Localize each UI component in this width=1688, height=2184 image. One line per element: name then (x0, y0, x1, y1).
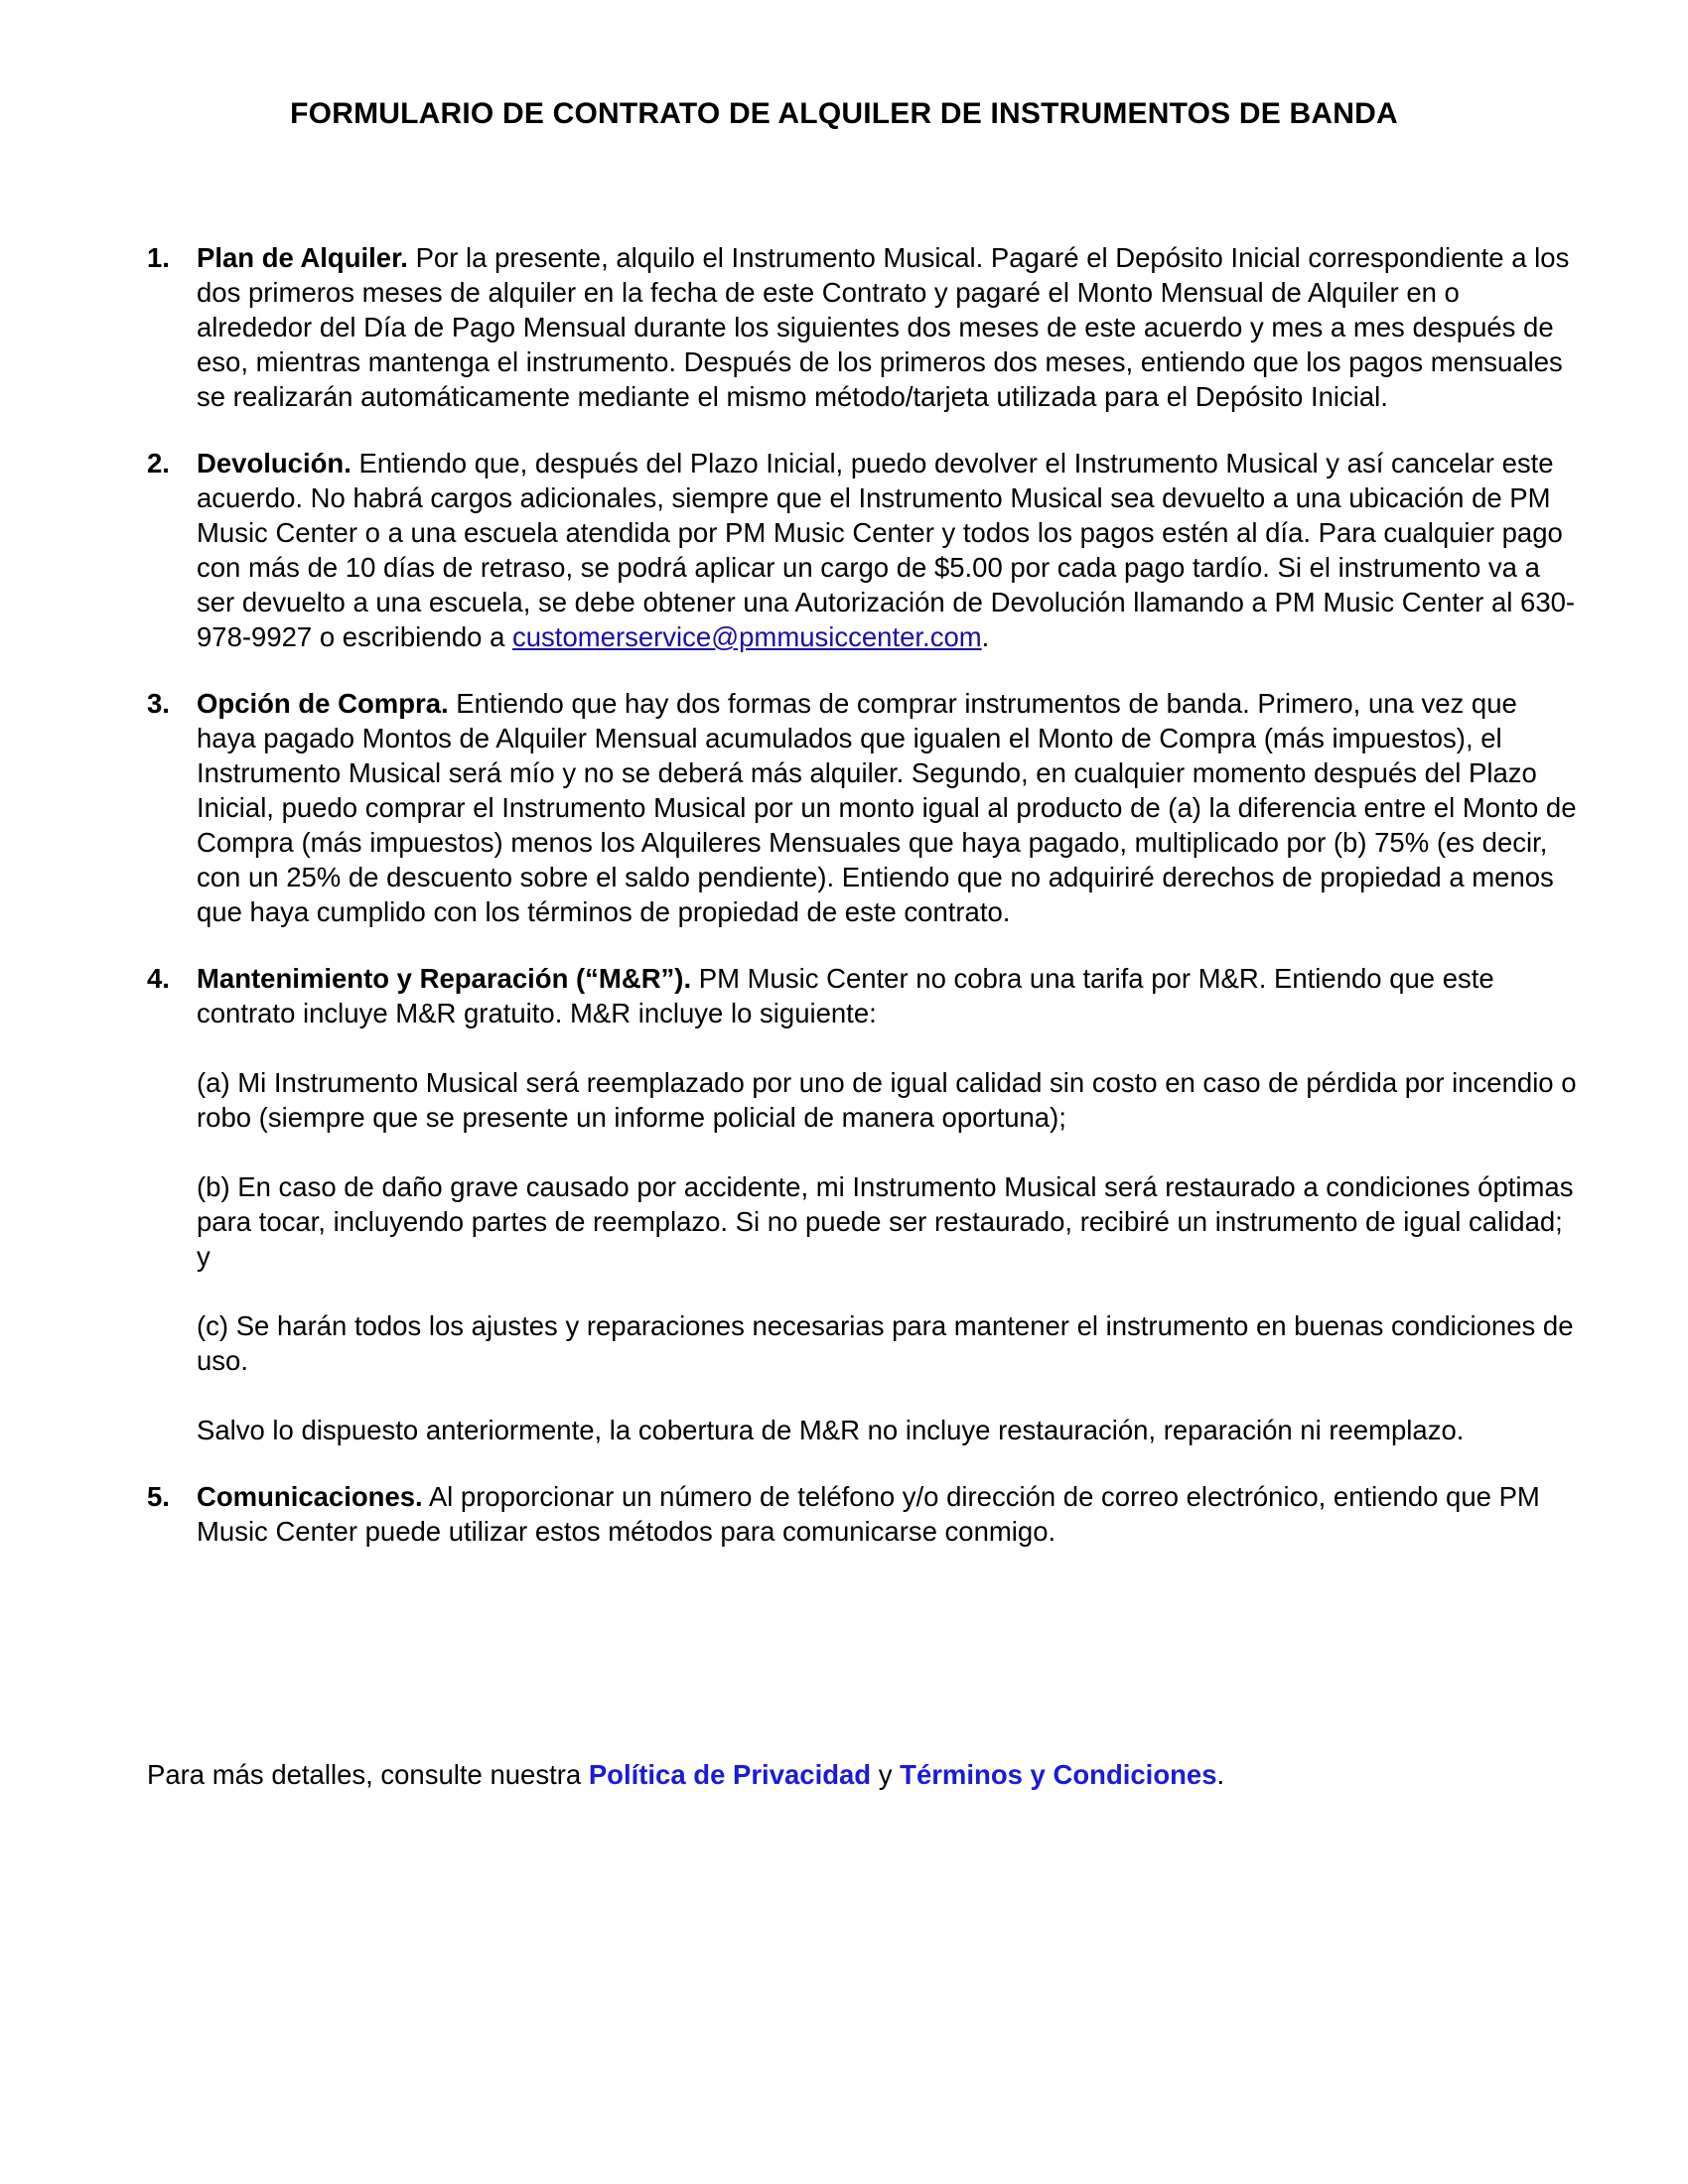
clause-item-b: (b) En caso de daño grave causado por accidente, mi Instrumento Musical será restaurado a condiciones óptimas para tocar, incluyendo partes de reemplazo. Si no puede ser restaurado, recibiré un instrumento de igual calidad; y (197, 1171, 1574, 1272)
clause-body: Entiendo que, después del Plazo Inicial, puedo devolver el Instrumento Musical y así cancelar este acuerdo. No habrá cargos adicionales, siempre que el Instrumento Musical sea devuelto a una ubicación de PM Music Center o a una escuela atendida por PM Music Center y todos los pagos estén al día. Para cualquier pago con más de 10 días de retraso, se podrá aplicar un cargo de $5.00 por cada pago tardío. Si el instrumento va a ser devuelto a una escuela, se debe obtener una Autorización de Devolución llamando a PM Music Center al 630-978-9927 o escribiendo a (197, 448, 1576, 652)
clause-number: 3. (147, 688, 170, 719)
clause-communications (147, 1479, 1582, 1549)
clause-number: 5. (147, 1481, 170, 1512)
footer-note (147, 1757, 1224, 1792)
clause-heading: Devolución. (197, 448, 352, 478)
footer-suffix: . (1216, 1759, 1225, 1790)
clause-return (147, 446, 1582, 654)
clause-text (197, 961, 1582, 1030)
clause-item-c: (c) Se harán todos los ajustes y reparaciones necesarias para mantener el instrumento en buenas condiciones de uso. (197, 1310, 1574, 1376)
clause-number: 4. (147, 963, 170, 994)
clause-purchase-option (147, 686, 1582, 929)
clause-item-a: (a) Mi Instrumento Musical será reemplazado por uno de igual calidad sin costo en caso de pérdida por incendio o robo (siempre que se presente un informe policial de manera oportuna); (197, 1067, 1577, 1133)
clause-text (197, 686, 1582, 929)
terms-conditions-link[interactable]: Términos y Condiciones (900, 1759, 1217, 1790)
clause-body: Entiendo que hay dos formas de comprar instrumentos de banda. Primero, una vez que haya pagado Montos de Alquiler Mensual acumulados que igualen el Monto de Compra (más impuestos), el Instrumento Musical será mío y no se deberá más alquiler. Segundo, en cualquier momento después del Plazo Inicial, puedo comprar el Instrumento Musical por un monto igual al producto de (a) la diferencia entre el Monto de Compra (más impuestos) menos los Alquileres Mensuales que haya pagado, multiplicado por (b) 75% (es decir, con un 25% de descuento sobre el saldo pendiente). Entiendo que no adquiriré derechos de propiedad a menos que haya cumplido con los términos de propiedad de este contrato. (197, 688, 1577, 927)
footer-conjunction: y (871, 1759, 901, 1790)
clause-number: 1. (147, 242, 170, 273)
clause-heading: Comunicaciones. (197, 1481, 423, 1512)
clause-text (197, 1479, 1582, 1549)
clause-body: Por la presente, alquilo el Instrumento Musical. Pagaré el Depósito Inicial correspondiente a los dos primeros meses de alquiler en la fecha de este Contrato y pagaré el Monto Mensual de Alquiler en o alrededor del Día de Pago Mensual durante los siguientes dos meses de este acuerdo y mes a mes después de eso, mientras mantenga el instrumento. Después de los primeros dos meses, entiendo que los pagos mensuales se realizarán automáticamente mediante el mismo método/tarjeta utilizada para el Depósito Inicial. (197, 242, 1570, 412)
footer-prefix: Para más detalles, consulte nuestra (147, 1759, 589, 1790)
clause-list (147, 240, 1582, 1580)
clause-closing: Salvo lo dispuesto anteriormente, la cobertura de M&R no incluye restauración, reparación ni reemplazo. (197, 1415, 1465, 1445)
privacy-policy-link[interactable]: Política de Privacidad (588, 1759, 872, 1790)
clause-number: 2. (147, 448, 170, 478)
clause-rental-plan (147, 240, 1582, 414)
document-title: FORMULARIO DE CONTRATO DE ALQUILER DE INSTRUMENTOS DE BANDA (290, 97, 1398, 130)
clause-heading: Plan de Alquiler. (197, 242, 408, 273)
clause-text (197, 240, 1582, 414)
customer-service-email-link[interactable]: customerservice@pmmusiccenter.com (512, 621, 982, 652)
clause-body: PM Music Center no cobra una tarifa por M&R. Entiendo que este contrato incluye M&R gratuito. M&R incluye lo siguiente: (197, 963, 1494, 1028)
clause-heading: Opción de Compra. (197, 688, 449, 719)
clause-text (197, 446, 1582, 654)
clause-heading: Mantenimiento y Reparación (“M&R”). (197, 963, 692, 994)
clause-maintenance-repair (147, 961, 1582, 1447)
clause-body: Al proporcionar un número de teléfono y/o dirección de correo electrónico, entiendo que PM Music Center puede utilizar estos métodos para comunicarse conmigo. (197, 1481, 1540, 1547)
clause-body-end: . (981, 621, 990, 652)
